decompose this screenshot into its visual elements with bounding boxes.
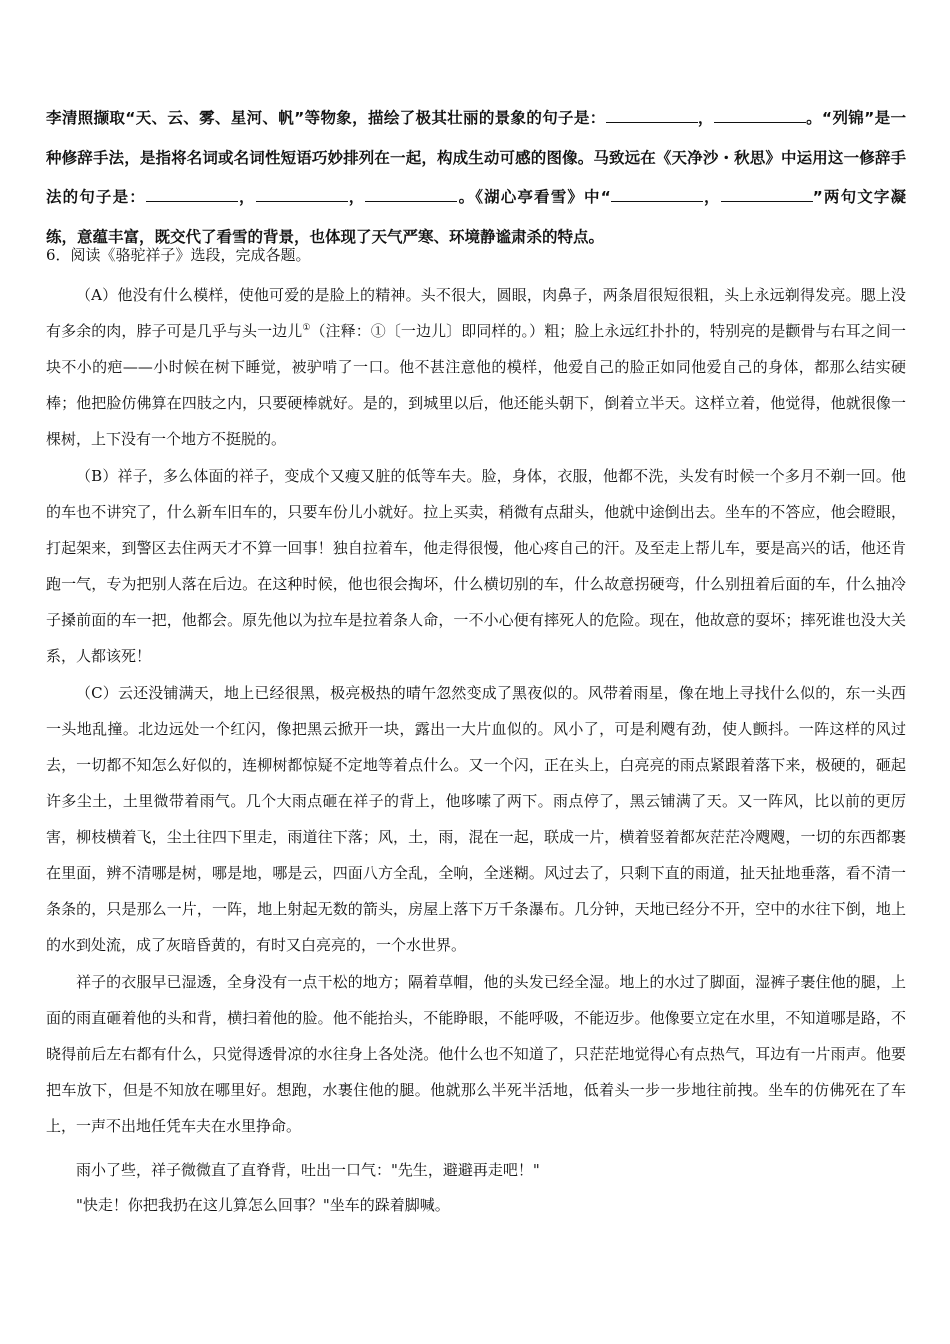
- intro-comma-3: ，: [347, 188, 366, 206]
- intro-comma-2: ，: [237, 188, 256, 206]
- fill-in-intro-paragraph: [46, 99, 906, 257]
- passage-b: （B）祥子，多么体面的祥子，变成个又瘦又脏的低等车夫。脸，身体，衣服，他都不洗，头发有时候一个多月不剃一回。他的车也不讲究了，什么新车旧车的，只要车份儿小就好。拉上买卖，稍微有点甜头，他就中途倒出去。坐车的不答应，他会瞪眼，打起架来，到警区去住两天才不算一回事！独自拉着车，他走得很慢，他心疼自己的汗。及至走上帮儿车，要是高兴的话，他还肯跑一气，专为把别人落在后边。在这种时候，他也很会掏坏，什么横切别的车，什么故意拐硬弯，什么别扭着后面的车，什么抽冷子搡前面的车一把，他都会。原先他以为拉车是拉着条人命，一不小心便有摔死人的危险。现在，他故意的耍坏；摔死谁也没大关系，人都该死！: [46, 467, 906, 665]
- passage-a-text-1: （A）他没有什么模样，使他可爱的是脸上的精神。头不很大，圆眼，肉鼻子，两条眉很短很粗，头上永远剃得发亮。腮上没有多余的肉，脖子可是几乎与头一边儿: [46, 286, 906, 340]
- passage-e: 雨小了些，祥子微微直了直脊背，吐出一口气："先生，避避再走吧！": [76, 1161, 540, 1179]
- answer-blank-6[interactable]: [611, 185, 703, 202]
- intro-comma-4: ，: [702, 188, 721, 206]
- passage-a-text-2: （注释：①〔一边儿〕即同样的。）粗；脸上永远红扑扑的，特别亮的是颧骨与右耳之间一块不小的疤——小时候在树下睡觉，被驴啃了一口。他不甚注意他的模样，他爱自己的脸正如同他爱自己的身体，都那么结实硬棒；他把脸仿佛算在四肢之内，只要硬棒就好。是的，到城里以后，他还能头朝下，倒着立半天。这样立着，他觉得，他就很像一棵树，上下没有一个地方不挺脱的。: [46, 322, 906, 448]
- intro-text-1: 李清照撷取“天、云、雾、星河、帆”等物象，描绘了极其壮丽的景象的句子是：: [46, 109, 606, 127]
- question-6-title: 6．阅读《骆驼祥子》选段，完成各题。: [46, 246, 311, 264]
- intro-text-2: 。“列锦”是一种修辞手法，是指将名词或名词性短语巧妙排列在一起，构成生动可感的图像。马致远在《天净沙・秋思》中运用这一修辞手法的句子是：: [46, 109, 906, 206]
- answer-blank-5[interactable]: [365, 185, 457, 202]
- passage-f: "快走！你把我扔在这儿算怎么回事？"坐车的跺着脚喊。: [76, 1196, 450, 1214]
- footnote-marker: ①: [302, 323, 311, 333]
- intro-text-3: 。《湖心亭看雪》中“: [457, 188, 611, 206]
- intro-text-4: ”两句文字凝练，意蕴丰富，既交代了看雪的背景，也体现了天气严寒、环境静谧肃杀的特点。: [46, 188, 906, 246]
- answer-blank-1[interactable]: [606, 106, 698, 123]
- passage-a: [46, 277, 906, 457]
- intro-comma-1: ，: [697, 109, 714, 127]
- answer-blank-4[interactable]: [256, 185, 348, 202]
- answer-blank-7[interactable]: [721, 185, 813, 202]
- passage-d: 祥子的衣服早已湿透，全身没有一点干松的地方；隔着草帽，他的头发已经全湿。地上的水过了脚面，湿裤子裹住他的腿，上面的雨直砸着他的头和背，横扫着他的脸。他不能抬头，不能睁眼，不能呼吸，不能迈步。他像要立定在水里，不知道哪是路，不晓得前后左右都有什么，只觉得透骨凉的水往身上各处浇。他什么也不知道了，只茫茫地觉得心有点热气，耳边有一片雨声。他要把车放下，但是不知放在哪里好。想跑，水裹住他的腿。他就那么半死半活地，低着头一步一步地往前拽。坐车的仿佛死在了车上，一声不出地任凭车夫在水里挣命。: [46, 973, 906, 1135]
- passage-c: （C）云还没铺满天，地上已经很黑，极亮极热的晴午忽然变成了黑夜似的。风带着雨星，像在地上寻找什么似的，东一头西一头地乱撞。北边远处一个红闪，像把黑云掀开一块，露出一大片血似的。风小了，可是利飕有劲，使人颤抖。一阵这样的风过去，一切都不知怎么好似的，连柳树都惊疑不定地等着点什么。又一个闪，正在头上，白亮亮的雨点紧跟着落下来，极硬的，砸起许多尘土，土里微带着雨气。几个大雨点砸在祥子的背上，他哆嗦了两下。雨点停了，黑云铺满了天。又一阵风，比以前的更厉害，柳枝横着飞，尘土往四下里走，雨道往下落；风，土，雨，混在一起，联成一片，横着竖着都灰茫茫冷飕飕，一切的东西都裹在里面，辨不清哪是树，哪是地，哪是云，四面八方全乱，全响，全迷糊。风过去了，只剩下直的雨道，扯天扯地垂落，看不清一条条的，只是那么一片，一阵，地上射起无数的箭头，房屋上落下万千条瀑布。几分钟，天地已经分不开，空中的水往下倒，地上的水到处流，成了灰暗昏黄的，有时又白亮亮的，一个水世界。: [46, 684, 906, 954]
- answer-blank-2[interactable]: [714, 106, 806, 123]
- answer-blank-3[interactable]: [146, 185, 238, 202]
